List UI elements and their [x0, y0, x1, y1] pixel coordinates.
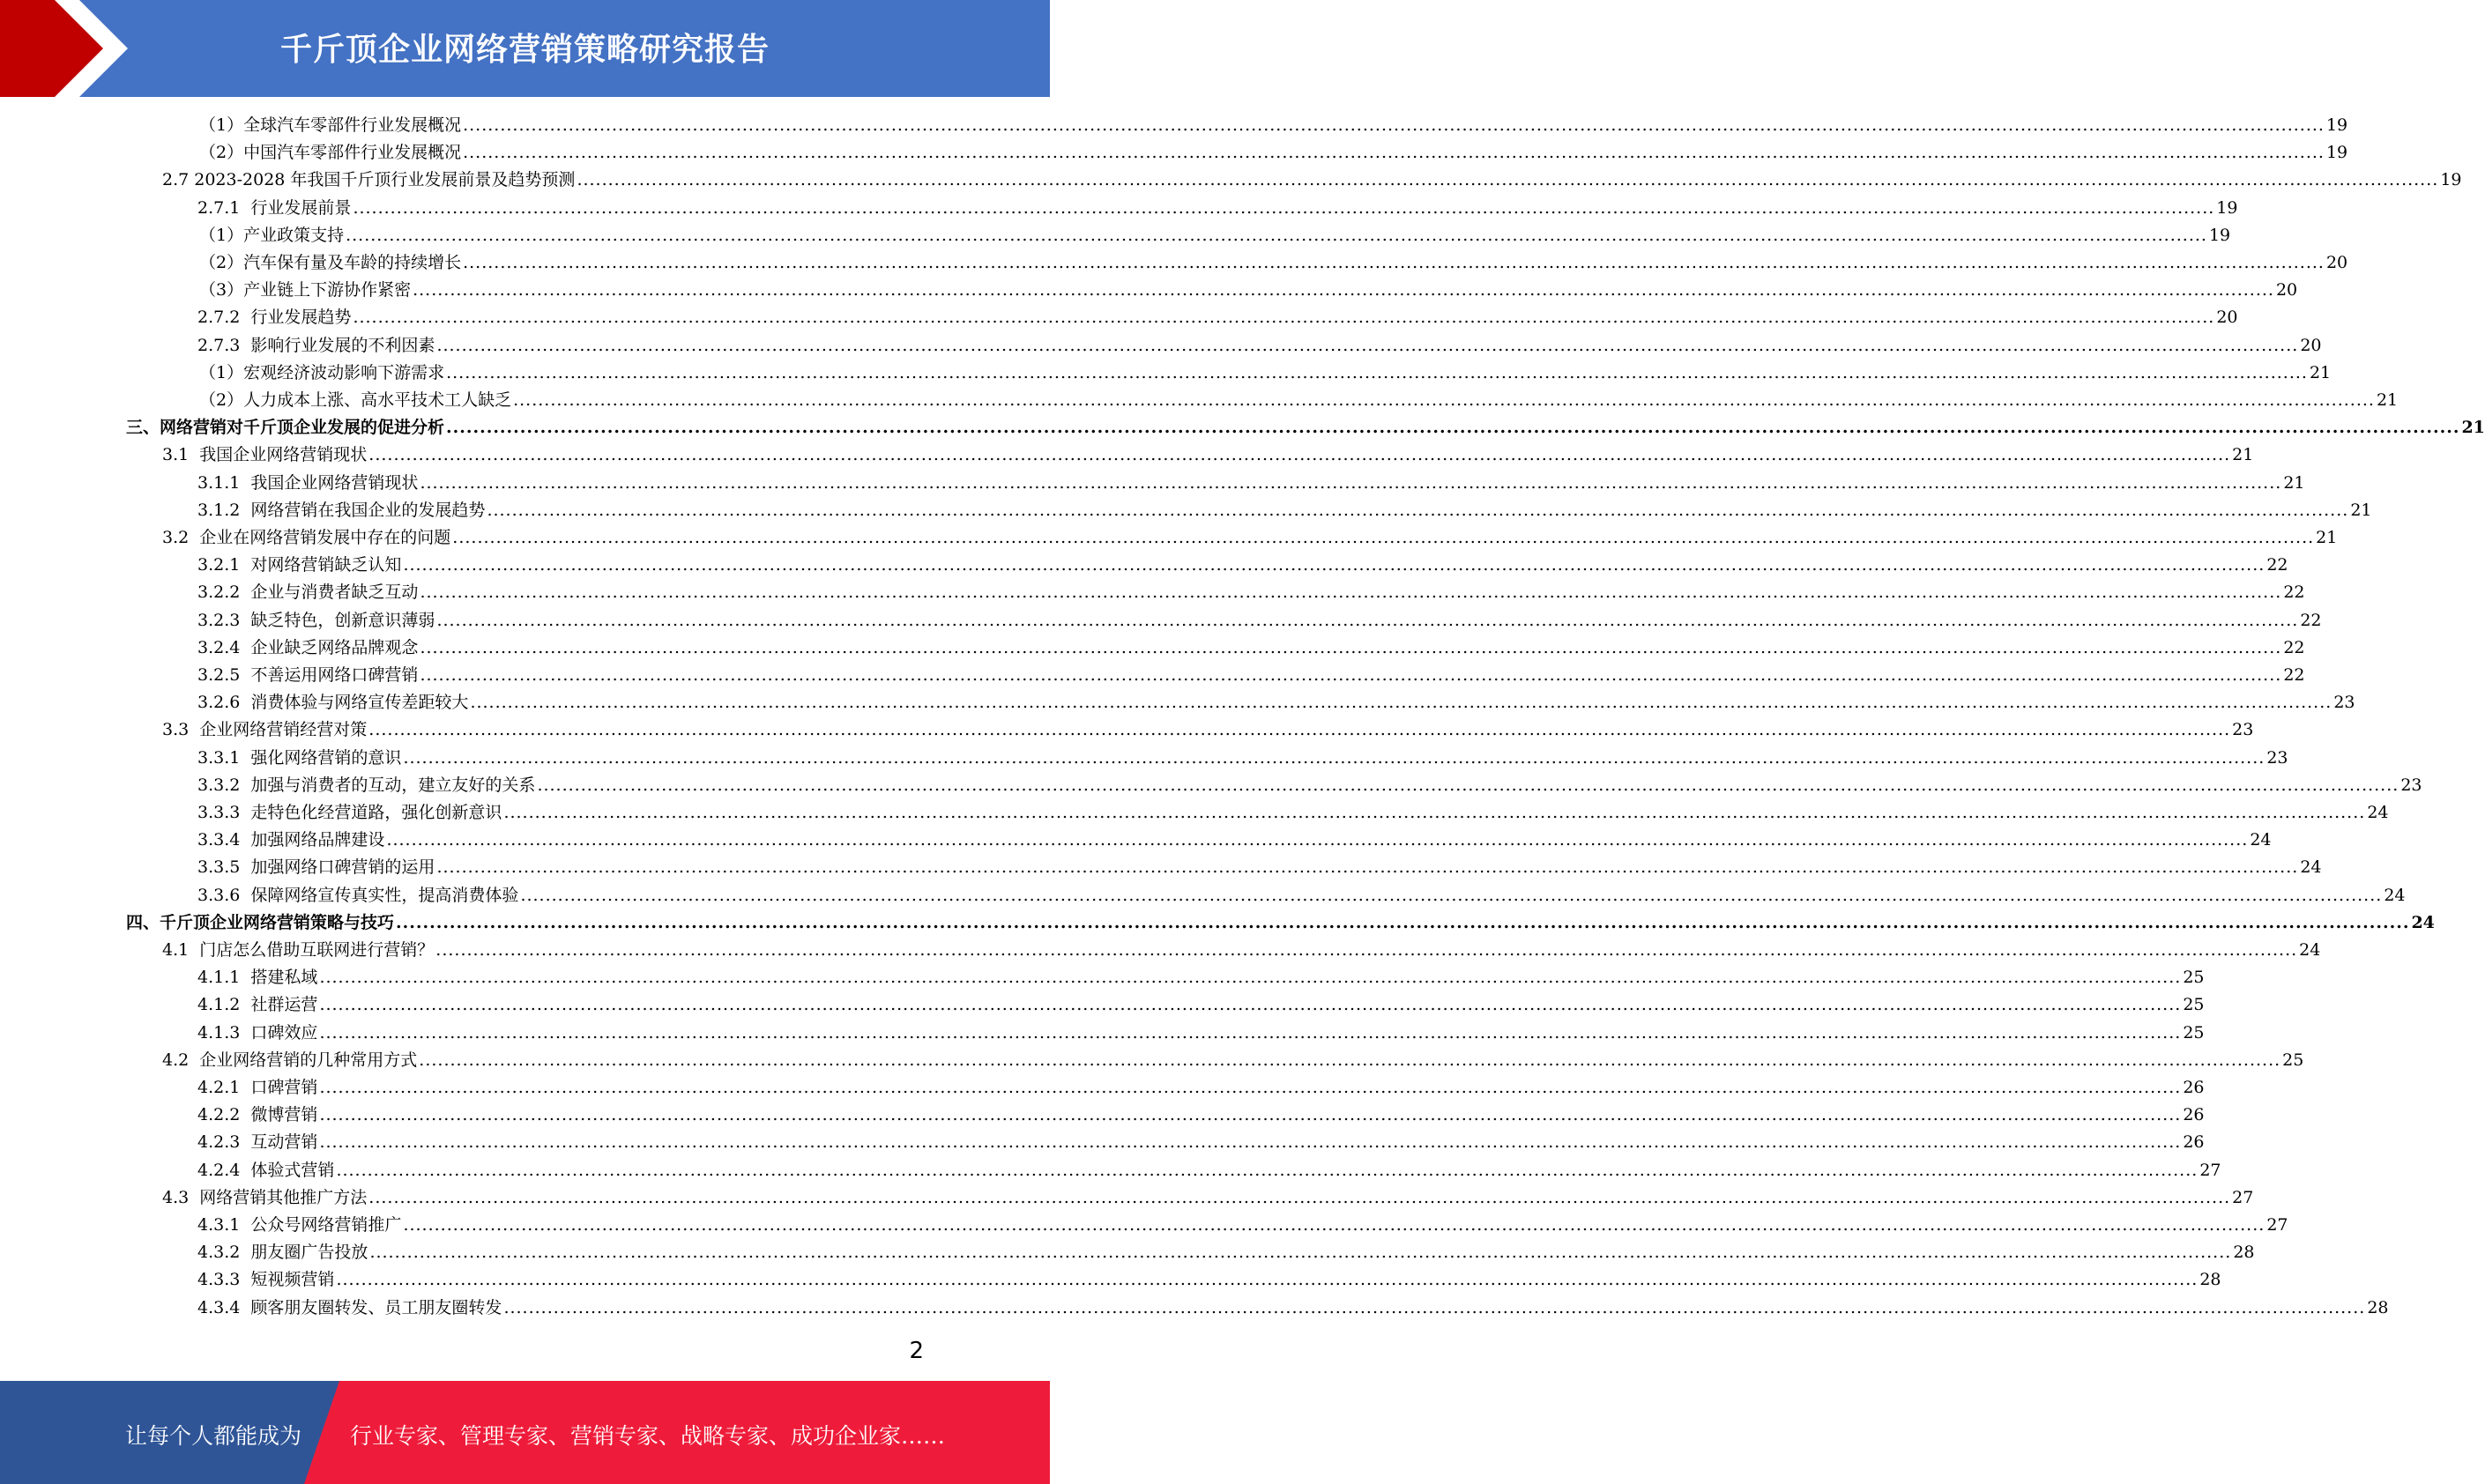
toc-entry[interactable]	[162, 524, 2338, 552]
toc-entry-page: 25	[2183, 968, 2205, 988]
toc-entry-label: 3.3.4 加强网络品牌建设	[197, 830, 385, 850]
toc-entry-page: 19	[2325, 115, 2348, 135]
toc-entry-label: 4.2.2 微博营销	[197, 1105, 318, 1125]
toc-entry-label: （2）汽车保有量及车龄的持续增长	[199, 253, 462, 272]
toc-dot-leader: ............................................................................................................................................................................................................................................................................................................	[403, 747, 2266, 768]
toc-dot-leader: ............................................................................................................................................................................................................................................................................................................	[513, 390, 2375, 410]
toc-dot-leader: ............................................................................................................................................................................................................................................................................................................	[503, 1297, 2366, 1317]
toc-entry[interactable]	[197, 689, 2355, 716]
toc-entry-label: 3.2.5 不善运用网络口碑营销	[197, 665, 419, 685]
toc-entry-page: 22	[2283, 637, 2305, 657]
toc-entry[interactable]	[197, 991, 2205, 1019]
toc-entry-label: 4.3.1 公众号网络营销推广	[197, 1215, 402, 1235]
toc-entry-label: 3.2.3 缺乏特色，创新意识薄弱	[197, 610, 435, 630]
toc-entry-page: 20	[2325, 253, 2348, 272]
toc-dot-leader: ............................................................................................................................................................................................................................................................................................................	[436, 857, 2299, 878]
toc-dot-leader: ............................................................................................................................................................................................................................................................................................................	[369, 1243, 2232, 1263]
toc-dot-leader: ............................................................................................................................................................................................................................................................................................................	[487, 500, 2349, 520]
toc-entry-page: 25	[2183, 995, 2205, 1015]
toc-entry[interactable]	[199, 139, 2348, 167]
toc-entry[interactable]	[197, 304, 2238, 331]
toc-dot-leader: ............................................................................................................................................................................................................................................................................................................	[419, 1050, 2281, 1070]
toc-dot-leader: ............................................................................................................................................................................................................................................................................................................	[346, 225, 2207, 245]
toc-entry-label: 2.7.3 影响行业发展的不利因素	[197, 335, 435, 355]
toc-entry-label: 3.3.3 走特色化经营道路，强化创新意识	[197, 803, 502, 822]
toc-entry[interactable]	[197, 1295, 2389, 1322]
toc-entry[interactable]	[197, 552, 2288, 579]
toc-dot-leader: ............................................................................................................................................................................................................................................................................................................	[435, 940, 2298, 960]
toc-dot-leader: ............................................................................................................................................................................................................................................................................................................	[353, 308, 2215, 328]
toc-entry[interactable]	[197, 964, 2205, 991]
toc-entry-page: 19	[2208, 225, 2231, 245]
toc-entry-page: 19	[2325, 143, 2348, 163]
toc-dot-leader: ............................................................................................................................................................................................................................................................................................................	[319, 968, 2182, 988]
toc-entry-page: 28	[2233, 1243, 2255, 1263]
toc-entry[interactable]	[197, 799, 2389, 827]
toc-entry-label: 4.2.4 体验式营销	[197, 1160, 335, 1180]
toc-entry-label: 4.2.1 口碑营销	[197, 1078, 318, 1097]
footer-slogan-right: 行业专家、管理专家、营销专家、战略专家、成功企业家……	[350, 1423, 946, 1449]
toc-entry-label: 四、千斤顶企业网络营销策略与技巧	[126, 912, 395, 932]
toc-entry[interactable]	[199, 249, 2348, 277]
toc-entry-page: 22	[2283, 665, 2305, 685]
toc-entry-page: 24	[2367, 803, 2389, 822]
toc-entry-page: 20	[2300, 335, 2322, 355]
toc-entry[interactable]	[197, 1129, 2205, 1156]
toc-entry[interactable]	[162, 167, 2462, 194]
toc-dot-leader: ............................................................................................................................................................................................................................................................................................................	[319, 1022, 2182, 1043]
toc-entry-label: 4.3.2 朋友圈广告投放	[197, 1243, 368, 1263]
toc-entry-page: 23	[2400, 775, 2422, 795]
toc-dot-leader: ............................................................................................................................................................................................................................................................................................................	[368, 445, 2231, 465]
toc-dot-leader: ............................................................................................................................................................................................................................................................................................................	[470, 693, 2332, 713]
toc-entry-page: 21	[2283, 472, 2305, 493]
toc-entry-page: 24	[2299, 940, 2321, 960]
toc-entry-label: （3）产业链上下游协作紧密	[199, 280, 412, 301]
toc-entry-label: （2）中国汽车零部件行业发展概况	[199, 143, 462, 163]
toc-entry[interactable]	[197, 579, 2305, 606]
toc-dot-leader: ............................................................................................................................................................................................................................................................................................................	[537, 775, 2399, 795]
toc-entry-page: 28	[2199, 1270, 2221, 1290]
toc-dot-leader: ............................................................................................................................................................................................................................................................................................................	[463, 143, 2325, 163]
page-header	[0, 0, 1050, 97]
toc-entry-page: 27	[2199, 1160, 2221, 1180]
toc-entry-label: 3.3.1 强化网络营销的意识	[197, 747, 402, 768]
toc-dot-leader: ............................................................................................................................................................................................................................................................................................................	[368, 1187, 2231, 1207]
toc-entry-label: 3.1 我国企业网络营销现状	[162, 445, 368, 465]
toc-entry[interactable]	[197, 1212, 2288, 1239]
report-title: 千斤顶企业网络营销策略研究报告	[279, 32, 770, 68]
toc-entry-page: 24	[2411, 912, 2435, 932]
toc-entry[interactable]	[197, 332, 2322, 360]
toc-entry-label: 3.2.4 企业缺乏网络品牌观念	[197, 637, 419, 657]
toc-dot-leader: ............................................................................................................................................................................................................................................................................................................	[446, 362, 2308, 382]
footer-slogan-left: 让每个人都能成为	[125, 1423, 302, 1449]
toc-entry-label: 3.1.1 我国企业网络营销现状	[197, 472, 419, 493]
toc-dot-leader: ............................................................................................................................................................................................................................................................................................................	[336, 1160, 2199, 1180]
toc-entry-label: 4.3.4 顾客朋友圈转发、员工朋友圈转发	[197, 1297, 502, 1317]
toc-entry-label: （1）全球汽车零部件行业发展概况	[199, 115, 462, 135]
toc-dot-leader: ............................................................................................................................................................................................................................................................................................................	[463, 253, 2325, 272]
toc-entry[interactable]	[162, 1047, 2304, 1074]
toc-entry-label: 4.3.3 短视频营销	[197, 1270, 335, 1290]
toc-entry-page: 22	[2266, 555, 2288, 575]
toc-entry[interactable]	[162, 716, 2254, 744]
toc-dot-leader: ............................................................................................................................................................................................................................................................................................................	[413, 280, 2274, 301]
toc-entry-page: 27	[2232, 1187, 2254, 1207]
toc-entry[interactable]	[126, 909, 2435, 937]
toc-entry-label: 3.2.6 消费体验与网络宣传差距较大	[197, 693, 469, 713]
toc-dot-leader: ............................................................................................................................................................................................................................................................................................................	[403, 1215, 2266, 1235]
toc-entry[interactable]	[199, 112, 2348, 139]
toc-dot-leader: ............................................................................................................................................................................................................................................................................................................	[386, 830, 2249, 850]
toc-entry-label: 4.1.3 口碑效应	[197, 1022, 318, 1043]
toc-entry-page: 21	[2309, 362, 2332, 382]
toc-entry-page: 26	[2183, 1078, 2205, 1097]
toc-entry-page: 21	[2232, 445, 2254, 465]
toc-entry-page: 22	[2300, 610, 2322, 630]
toc-entry[interactable]	[197, 882, 2406, 909]
toc-entry-page: 24	[2384, 885, 2406, 905]
toc-entry[interactable]	[162, 1184, 2254, 1212]
toc-dot-leader: ............................................................................................................................................................................................................................................................................................................	[336, 1270, 2199, 1290]
toc-dot-leader: ............................................................................................................................................................................................................................................................................................................	[520, 885, 2383, 905]
toc-dot-leader: ............................................................................................................................................................................................................................................................................................................	[319, 1105, 2182, 1125]
toc-dot-leader: ............................................................................................................................................................................................................................................................................................................	[446, 418, 2460, 438]
toc-entry[interactable]	[197, 827, 2272, 854]
toc-dot-leader: ............................................................................................................................................................................................................................................................................................................	[368, 720, 2231, 740]
toc-entry[interactable]	[197, 854, 2322, 881]
toc-entry-page: 21	[2350, 500, 2372, 520]
toc-entry[interactable]	[197, 195, 2238, 222]
toc-entry[interactable]	[199, 387, 2399, 414]
toc-dot-leader: ............................................................................................................................................................................................................................................................................................................	[420, 665, 2282, 685]
toc-entry-page: 23	[2333, 693, 2355, 713]
toc-entry-label: 4.1 门店怎么借助互联网进行营销？	[162, 940, 435, 960]
toc-entry-page: 23	[2232, 720, 2254, 740]
toc-entry-page: 21	[2316, 528, 2338, 547]
toc-entry[interactable]	[197, 1239, 2255, 1266]
toc-entry-label: 4.2.3 互动营销	[197, 1132, 318, 1153]
toc-dot-leader: ............................................................................................................................................................................................................................................................................................................	[452, 528, 2315, 547]
toc-entry-label: 2.7 2023-2028 年我国千斤顶行业发展前景及趋势预测	[162, 170, 576, 190]
page-number: 2	[909, 1338, 924, 1364]
toc-entry-label: 3.3.6 保障网络宣传真实性，提高消费体验	[197, 885, 519, 905]
toc-entry-page: 28	[2367, 1297, 2389, 1317]
toc-entry-page: 21	[2461, 418, 2485, 438]
toc-entry-label: 4.1.2 社群运营	[197, 995, 318, 1015]
toc-entry[interactable]	[162, 441, 2254, 469]
toc-dot-leader: ............................................................................................................................................................................................................................................................................................................	[436, 335, 2299, 355]
toc-entry-page: 23	[2266, 747, 2288, 768]
toc-entry-label: 4.3 网络营销其他推广方法	[162, 1187, 368, 1207]
toc-entry[interactable]	[197, 1020, 2205, 1047]
toc-entry[interactable]	[197, 470, 2305, 497]
toc-entry[interactable]	[162, 937, 2321, 964]
toc-entry-label: 3.3.2 加强与消费者的互动，建立友好的关系	[197, 775, 536, 795]
toc-dot-leader: ............................................................................................................................................................................................................................................................................................................	[577, 170, 2439, 190]
toc-entry-label: 三、网络营销对千斤顶企业发展的促进分析	[126, 418, 445, 438]
toc-entry[interactable]	[126, 414, 2485, 441]
toc-dot-leader: ............................................................................................................................................................................................................................................................................................................	[420, 637, 2282, 657]
toc-entry[interactable]	[199, 360, 2332, 387]
toc-entry-page: 25	[2183, 1022, 2205, 1043]
toc-entry[interactable]	[197, 1266, 2221, 1294]
toc-entry-page: 24	[2300, 857, 2322, 878]
toc-entry-label: （1）宏观经济波动影响下游需求	[199, 362, 445, 382]
toc-entry-label: 3.2.2 企业与消费者缺乏互动	[197, 582, 419, 603]
toc-dot-leader: ............................................................................................................................................................................................................................................................................................................	[319, 1132, 2182, 1153]
toc-entry-label: 2.7.1 行业发展前景	[197, 197, 352, 218]
toc-entry-label: （2）人力成本上涨、高水平技术工人缺乏	[199, 390, 512, 410]
toc-entry-page: 25	[2282, 1050, 2304, 1070]
toc-entry-page: 21	[2376, 390, 2399, 410]
toc-entry-page: 20	[2216, 308, 2238, 328]
toc-entry[interactable]	[199, 222, 2231, 249]
toc-dot-leader: ............................................................................................................................................................................................................................................................................................................	[463, 115, 2325, 135]
toc-entry[interactable]	[197, 1157, 2221, 1184]
toc-entry-label: （1）产业政策支持	[199, 225, 345, 245]
toc-dot-leader: ............................................................................................................................................................................................................................................................................................................	[319, 995, 2182, 1015]
toc-dot-leader: ............................................................................................................................................................................................................................................................................................................	[436, 610, 2299, 630]
toc-dot-leader: ............................................................................................................................................................................................................................................................................................................	[353, 197, 2215, 218]
toc-dot-leader: ............................................................................................................................................................................................................................................................................................................	[420, 472, 2282, 493]
toc-entry-page: 27	[2266, 1215, 2288, 1235]
toc-entry-page: 20	[2275, 280, 2298, 301]
toc-dot-leader: ............................................................................................................................................................................................................................................................................................................	[403, 555, 2266, 575]
toc-entry-page: 26	[2183, 1132, 2205, 1153]
toc-entry[interactable]	[197, 1102, 2205, 1129]
toc-dot-leader: ............................................................................................................................................................................................................................................................................................................	[420, 582, 2282, 603]
toc-entry-label: 4.1.1 搭建私域	[197, 968, 318, 988]
toc-entry-page: 22	[2283, 582, 2305, 603]
toc-entry-label: 3.3 企业网络营销经营对策	[162, 720, 368, 740]
toc-entry-page: 24	[2250, 830, 2272, 850]
toc-entry-label: 3.2 企业在网络营销发展中存在的问题	[162, 528, 451, 547]
toc-entry-page: 19	[2440, 170, 2462, 190]
toc-dot-leader: ............................................................................................................................................................................................................................................................................................................	[396, 912, 2410, 932]
toc-entry[interactable]	[199, 277, 2298, 304]
toc-entry[interactable]	[197, 607, 2322, 634]
toc-entry-label: 3.1.2 网络营销在我国企业的发展趋势	[197, 500, 486, 520]
toc-dot-leader: ............................................................................................................................................................................................................................................................................................................	[503, 803, 2366, 822]
toc-entry[interactable]	[197, 745, 2288, 772]
toc-entry-label: 3.2.1 对网络营销缺乏认知	[197, 555, 402, 575]
toc-entry[interactable]	[197, 1074, 2205, 1102]
toc-entry-label: 3.3.5 加强网络口碑营销的运用	[197, 857, 435, 878]
toc-entry[interactable]	[197, 772, 2422, 799]
page-footer	[0, 1381, 1050, 1484]
toc-entry[interactable]	[197, 662, 2305, 689]
toc-entry-label: 4.2 企业网络营销的几种常用方式	[162, 1050, 418, 1070]
toc-entry-page: 19	[2216, 197, 2238, 218]
toc-entry-label: 2.7.2 行业发展趋势	[197, 308, 352, 328]
toc-dot-leader: ............................................................................................................................................................................................................................................................................................................	[319, 1078, 2182, 1097]
toc-entry-page: 26	[2183, 1105, 2205, 1125]
toc-entry[interactable]	[197, 497, 2372, 524]
toc-entry[interactable]	[197, 634, 2305, 662]
